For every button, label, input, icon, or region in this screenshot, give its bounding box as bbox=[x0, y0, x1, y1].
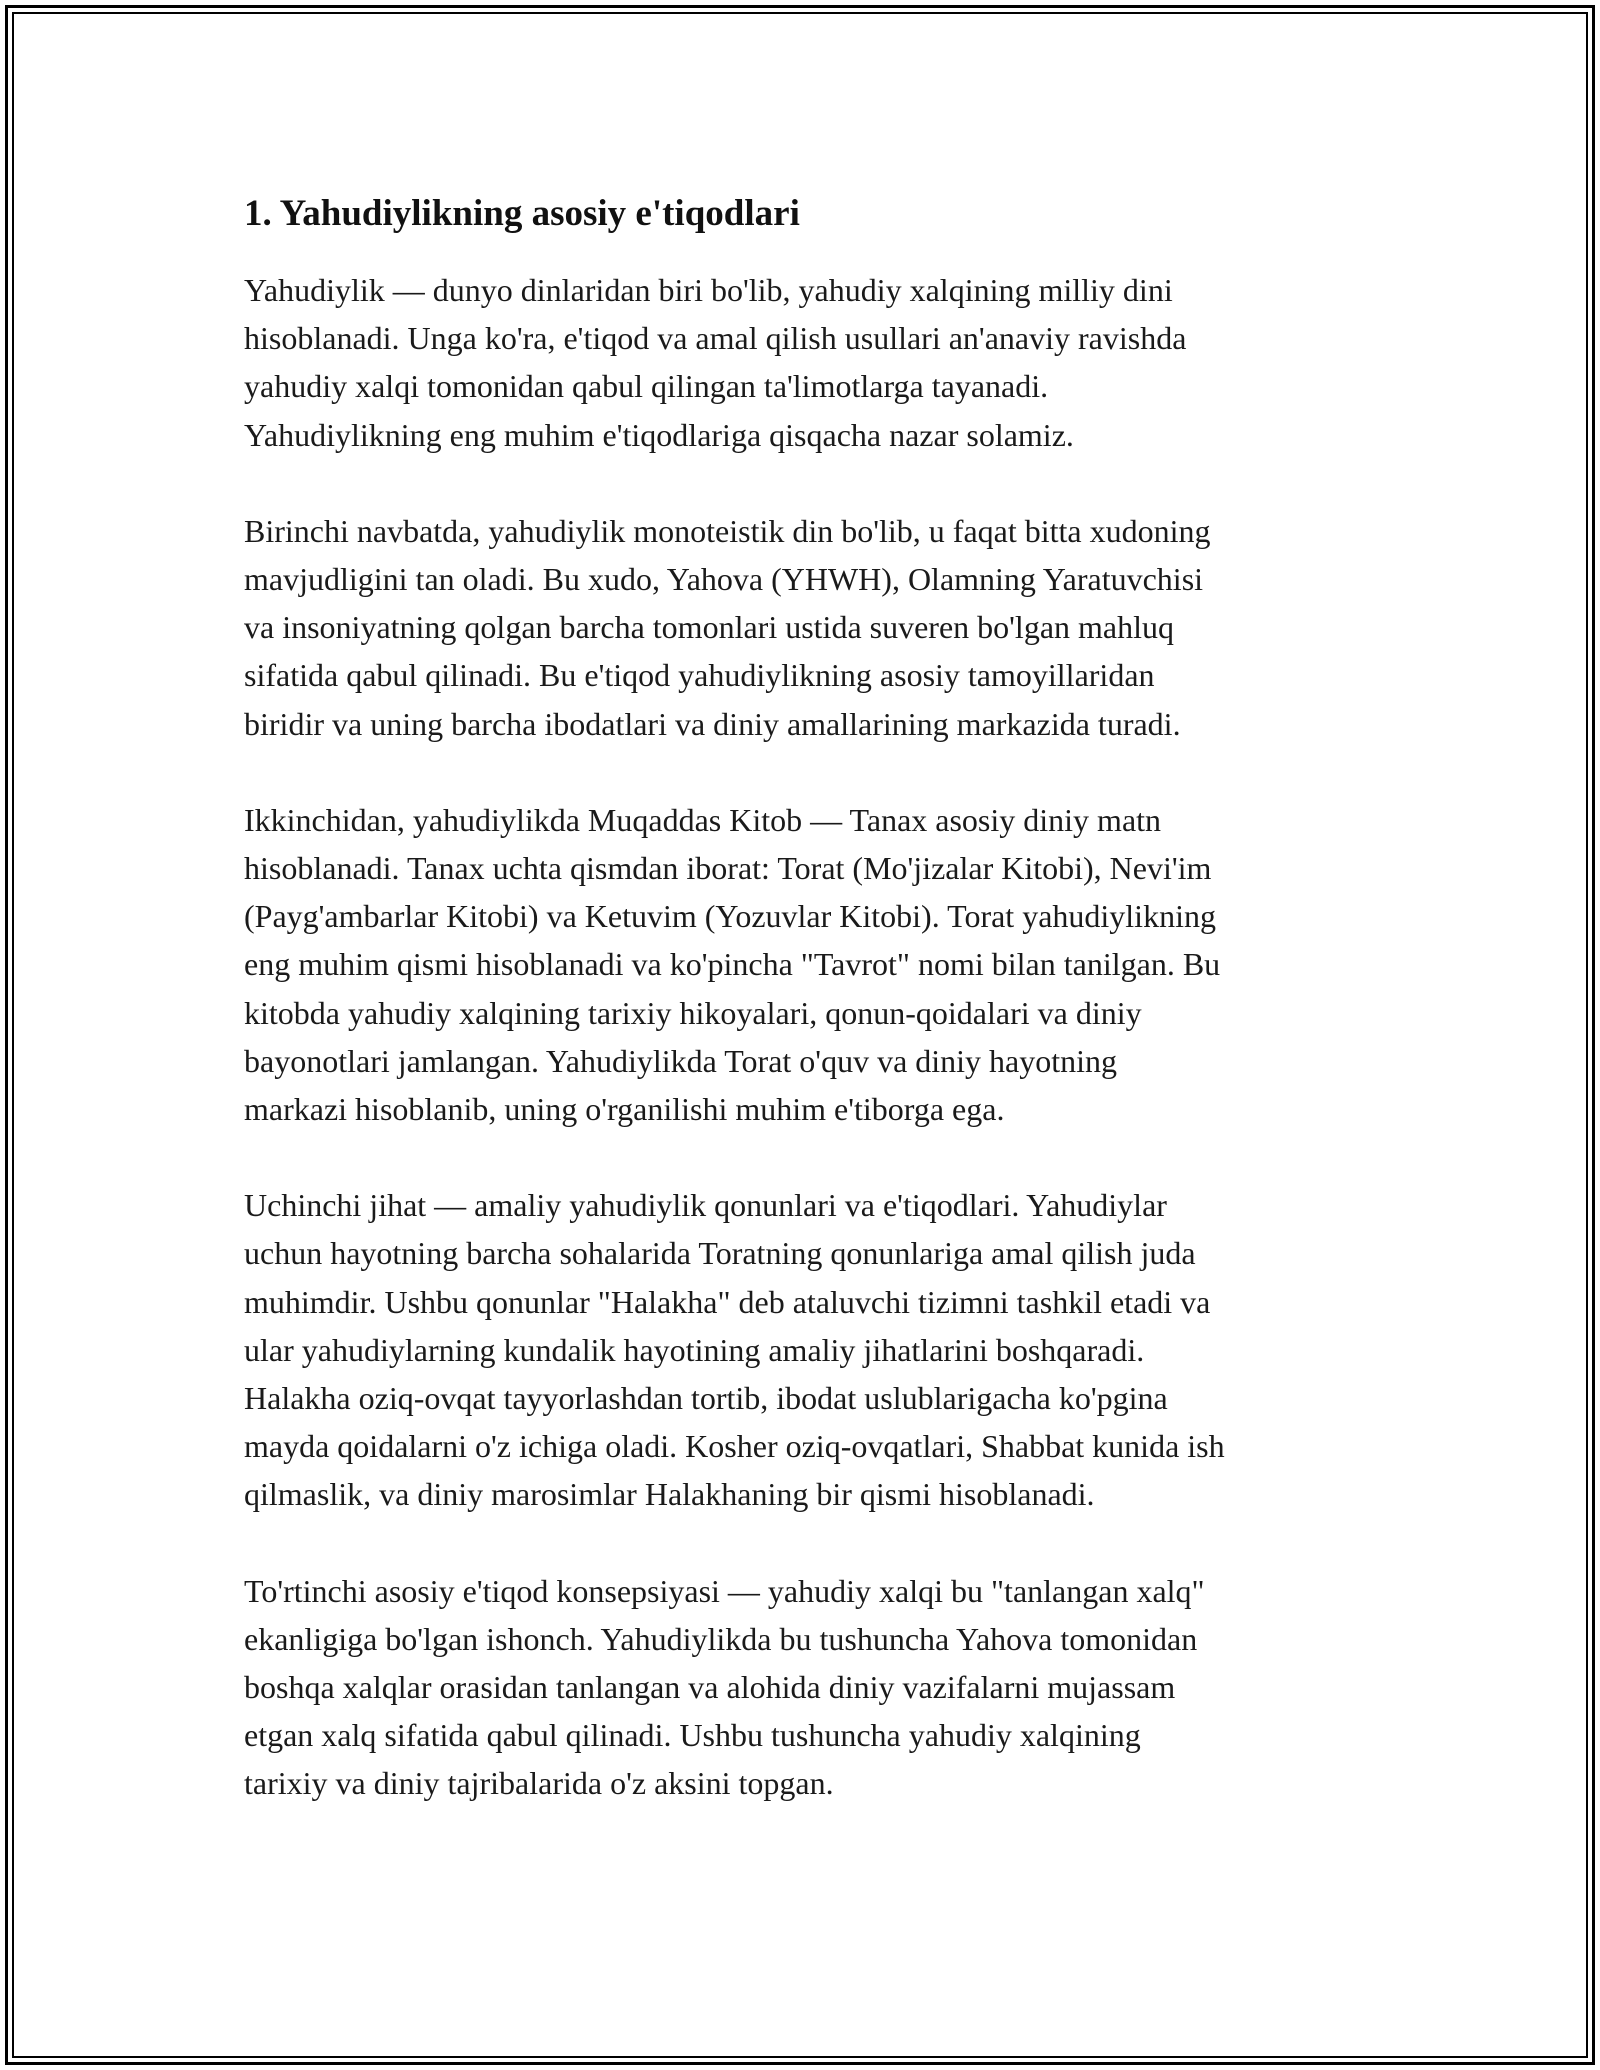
paragraph-monotheism: Birinchi navbatda, yahudiylik monoteistik din bo'lib, u faqat bitta xudoning mavjudligini tan oladi. Bu xudo, Yahova (YHWH), Olamning Yaratuvchisi va insoniyatning qolgan barcha tomonlari ustida suveren bo'lgan mahluq sifatida qabul qilinadi. Bu e'tiqod yahudiylikning asosiy tamoyillaridan biridir va uning barcha ibodatlari va diniy amallarining markazida turadi. bbox=[244, 512, 1211, 742]
page-frame bbox=[5, 5, 1595, 2065]
paragraph-halakha: Uchinchi jihat — amaliy yahudiylik qonunlari va e'tiqodlari. Yahudiylar uchun hayotning barcha sohalarida Toratning qonunlariga amal qilish juda muhimdir. Ushbu qonunlar "Halakha" deb ataluvchi tizimni tashkil etadi va ular yahudiylarning kundalik hayotining amaliy jihatlarini boshqaradi. Halakha oziq-ovqat tayyorlashdan tortib, ibodat uslublarigacha ko'pgina mayda qoidalarni o'z ichiga oladi. Kosher oziq-ovqatlari, Shabbat kunida ish qilmaslik, va diniy marosimlar Halakhaning bir qismi hisoblanadi. bbox=[244, 1187, 1225, 1513]
paragraph-chosen-people: To'rtinchi asosiy e'tiqod konsepsiyasi — yahudiy xalqi bu "tanlangan xalq" ekanligiga bo'lgan ishonch. Yahudiylikda bu tushuncha Yahova tomonidan boshqa xalqlar orasidan tanlangan va alohida diniy vazifalarni mujassam etgan xalq sifatida qabul qilinadi. Ushbu tushuncha yahudiy xalqining tarixiy va diniy tajribalarida o'z aksini topgan. bbox=[244, 1572, 1205, 1802]
section-heading: 1. Yahudiylikning asosiy e'tiqodlari bbox=[244, 193, 800, 234]
paragraph-tanakh: Ikkinchidan, yahudiylikda Muqaddas Kitob — Tanax asosiy diniy matn hisoblanadi. Tanax uchta qismdan iborat: Torat (Mo'jizalar Kitobi), Nevi'im (Payg'ambarlar Kitobi) va Ketuvim (Yozuvlar Kitobi). Torat yahudiylikning eng muhim qismi hisoblanadi va ko'pincha "Tavrot" nomi bilan tanilgan. Bu kitobda yahudiy xalqining tarixiy hikoyalari, qonun-qoidalari va diniy bayonotlari jamlangan. Yahudiylikda Torat o'quv va diniy hayotning markazi hisoblanib, uning o'rganilishi muhim e'tiborga ega. bbox=[244, 801, 1221, 1128]
document-body bbox=[244, 192, 1378, 1856]
paragraph-intro: Yahudiylik — dunyo dinlaridan biri bo'lib, yahudiy xalqining milliy dini hisoblanadi. Unga ko'ra, e'tiqod va amal qilish usullari an'anaviy ravishda yahudiy xalqi tomonidan qabul qilingan ta'limotlarga tayanadi. Yahudiylikning eng muhim e'tiqodlariga qisqacha nazar solamiz. bbox=[244, 272, 1187, 453]
